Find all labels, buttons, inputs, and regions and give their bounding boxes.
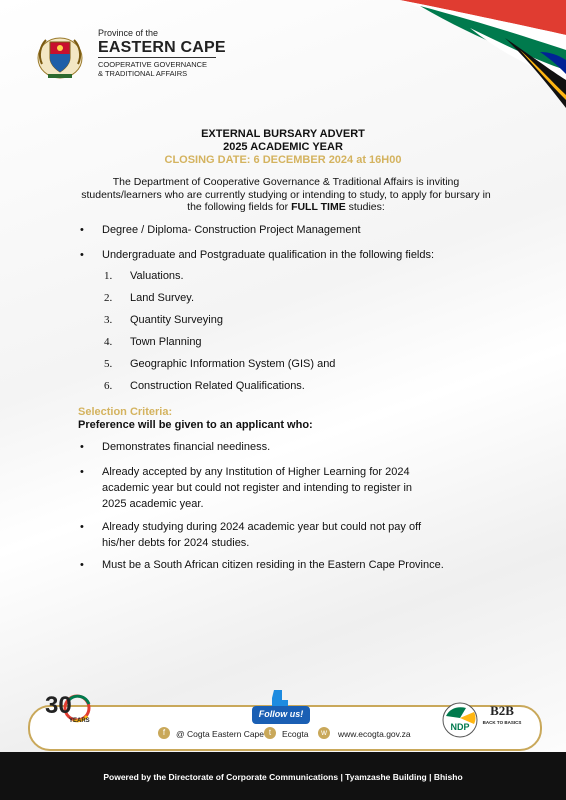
ndp-logo (440, 702, 480, 738)
logo-eastern-cape: EASTERN CAPE (98, 39, 226, 56)
logo-dept-line2: & TRADITIONAL AFFAIRS (98, 69, 188, 78)
field-label: Construction Related Qualifications. (130, 380, 305, 392)
bullet-glyph: • (80, 249, 84, 261)
intro-paragraph (80, 176, 492, 214)
coat-of-arms-icon (34, 28, 86, 80)
academic-year: 2025 ACADEMIC YEAR (223, 141, 343, 153)
criteria-item-3 (80, 519, 500, 551)
thumbs-up-icon (246, 690, 316, 726)
program-bullets (80, 224, 500, 237)
criteria-item-4 (80, 559, 500, 572)
thirty-years-logo (45, 690, 95, 736)
field-label: Quantity Surveying (130, 314, 223, 326)
field-number: 4. (104, 336, 113, 348)
logo-text (98, 28, 228, 78)
ndp-label: NDP (450, 722, 470, 732)
b2b-sub: BACK TO BASICS (482, 720, 522, 725)
twitter-handle[interactable]: Ecogta (282, 729, 309, 739)
bottom-credit: Powered by the Directorate of Corporate Communications | Tyamzashe Building | Bhisho (103, 772, 463, 782)
closing-date: CLOSING DATE: 6 DECEMBER 2024 at 16H00 (164, 154, 402, 166)
criteria-line: academic year but could not register and intending to register in (102, 482, 413, 494)
list-item (80, 249, 500, 262)
facebook-handle[interactable]: @ Cogta Eastern Cape (176, 729, 265, 739)
logo-divider (98, 57, 216, 58)
facebook-icon: f (158, 727, 170, 739)
list-item (80, 464, 500, 512)
follow-us-badge (246, 690, 316, 726)
criteria-line: Already studying during 2024 academic year but could not pay off (102, 521, 421, 533)
field-number: 2. (104, 292, 113, 304)
province-logo (34, 28, 224, 80)
field-label: Town Planning (130, 336, 202, 348)
list-item (80, 559, 500, 572)
field-label: Land Survey. (130, 292, 195, 304)
web-icon: w (318, 727, 330, 739)
b2b-label: B2B (490, 703, 514, 718)
field-number: 3. (104, 314, 113, 326)
thirty-label: YEARS (69, 718, 90, 724)
twitter-icon: t (264, 727, 276, 739)
bullet-glyph: • (80, 559, 84, 571)
logo-dept-line1: COOPERATIVE GOVERNANCE (98, 60, 208, 69)
criteria-line: 2025 academic year. (102, 498, 204, 510)
field-label: Geographic Information System (GIS) and (130, 358, 336, 370)
list-item (80, 224, 500, 237)
criteria-line: Must be a South African citizen residing in the Eastern Cape Province. (102, 559, 444, 571)
ndp-icon (440, 702, 480, 738)
preference-line: Preference will be given to an applicant who: (78, 419, 313, 431)
intro-bold: FULL TIME (291, 201, 346, 213)
intro-text: The Department of Cooperative Governance & Traditional Affairs is inviting students/learners who are currently studying or intending to study, to apply for bursary in the following fields for (81, 176, 491, 213)
list-item (80, 519, 500, 551)
b2b-logo (482, 701, 522, 735)
criteria-item-1 (80, 441, 500, 454)
bullet-glyph: • (80, 441, 84, 453)
list-item (80, 441, 500, 454)
field-label: Valuations. (130, 270, 184, 282)
field-number: 5. (104, 358, 113, 370)
field-number: 6. (104, 380, 113, 392)
criteria-line: Already accepted by any Institution of Higher Learning for 2024 (102, 466, 410, 478)
intro-tail: studies: (345, 201, 385, 213)
program-label: Undergraduate and Postgraduate qualification in the following fields: (102, 249, 435, 261)
program-bullets-2 (80, 249, 500, 262)
follow-us-label: Follow us! (258, 709, 304, 719)
advert-title: EXTERNAL BURSARY ADVERT (201, 128, 365, 140)
selection-criteria-title: Selection Criteria: (78, 406, 173, 418)
bullet-glyph: • (80, 224, 84, 236)
field-number: 1. (104, 270, 113, 282)
bullet-glyph: • (80, 466, 84, 478)
criteria-line: his/her debts for 2024 studies. (102, 537, 250, 549)
program-label: Degree / Diploma- Construction Project Management (102, 224, 361, 236)
criteria-line: Demonstrates financial neediness. (102, 441, 271, 453)
logo-province-of: Province of the (98, 28, 159, 38)
criteria-item-2 (80, 464, 500, 512)
website-link[interactable]: www.ecogta.gov.za (338, 729, 411, 739)
thirty-number: 30 (45, 692, 72, 719)
bullet-glyph: • (80, 521, 84, 533)
